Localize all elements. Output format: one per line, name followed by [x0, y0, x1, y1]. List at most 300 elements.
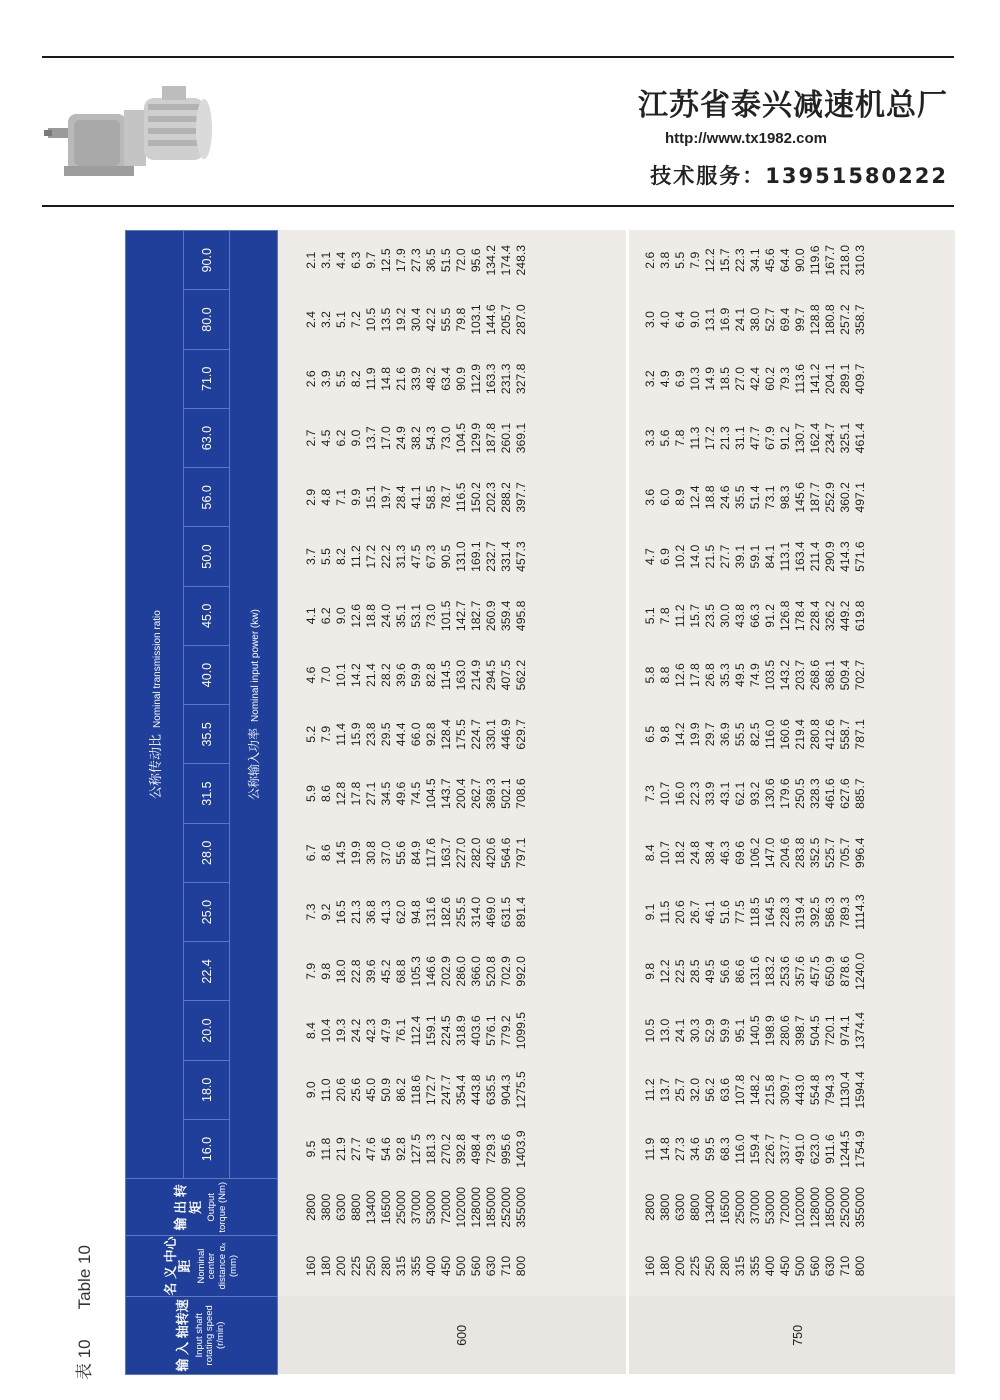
table-cell-value: 231.3	[499, 363, 513, 395]
table-cell-value: 8.2	[334, 548, 348, 566]
table-cell-value: 253.6	[777, 956, 792, 987]
table-cell-value: 11.9	[642, 1137, 657, 1161]
table-cell-value: 2.9	[304, 488, 318, 506]
table-cell-value: 325.1	[837, 422, 852, 454]
table-cell-value: 24.1	[732, 307, 747, 332]
table-cell-value: 6.9	[672, 370, 687, 388]
table-cell-value: 3.3	[642, 429, 657, 447]
table-cell-value: 15.7	[717, 248, 732, 273]
table-cell-value: 328.3	[807, 778, 822, 809]
ratio-header-cell: 63.0	[184, 408, 230, 467]
table-cell-value: 219.4	[792, 719, 807, 750]
table-cell-value: 103.1	[469, 304, 483, 335]
table-cell-value: 66.0	[409, 722, 423, 747]
table-cell-value: 86.6	[732, 959, 747, 984]
table-cell-value: 450	[777, 1255, 792, 1277]
table-cell-value: 202.3	[484, 482, 498, 513]
table-cell-value: 461.4	[852, 422, 867, 454]
table-cell-value: 54.3	[424, 426, 438, 450]
table-cell-value: 355000	[852, 1186, 867, 1228]
ratio-header-cell: 90.0	[184, 231, 230, 290]
table-cell-value: 5.5	[319, 548, 333, 566]
table-cell-value: 520.8	[484, 956, 498, 987]
gear-reducer-motor-photo	[44, 76, 214, 188]
table-cell-value: 17.9	[394, 248, 408, 273]
table-cell-value: 8800	[349, 1193, 363, 1221]
table-caption-cn: 表 10	[75, 1339, 94, 1380]
table-body	[278, 231, 956, 1375]
table-cell-value: 502.1	[499, 778, 513, 809]
table-cell-value: 1275.5	[514, 1071, 528, 1109]
table-cell-value: 72.0	[454, 248, 468, 273]
table-cell-value: 885.7	[852, 778, 867, 809]
table-cell-value: 21.4	[364, 663, 378, 687]
table-cell-value: 69.4	[777, 307, 792, 332]
table-cell-value: 3.8	[657, 251, 672, 269]
power-column	[278, 645, 628, 704]
ratio-header-cell: 35.5	[184, 705, 230, 764]
table-cell-value: 6.0	[657, 488, 672, 506]
table-cell-value: 800	[852, 1255, 867, 1277]
table-cell-value: 710	[499, 1255, 513, 1277]
table-cell-value: 49.5	[702, 959, 717, 984]
table-cell-value: 159.1	[424, 1015, 438, 1046]
table-cell-value: 500	[792, 1255, 807, 1277]
table-cell-value: 26.7	[687, 900, 702, 924]
ratio-header-cell: 80.0	[184, 290, 230, 349]
table-cell-value: 55.6	[394, 840, 408, 865]
table-cell-value: 7.9	[687, 251, 702, 269]
table-cell-value: 9.0	[687, 311, 702, 329]
table-cell-value: 400	[424, 1255, 438, 1277]
table-cell-value: 457.3	[514, 541, 528, 572]
table-cell-value: 21.3	[717, 426, 732, 450]
table-cell-value: 117.6	[424, 838, 438, 868]
table-cell-value: 131.6	[747, 956, 762, 987]
table-cell-value: 560	[469, 1255, 483, 1277]
table-cell-value: 7.9	[304, 962, 318, 980]
table-cell-value: 24.2	[349, 1018, 363, 1043]
table-cell-value: 280	[379, 1255, 393, 1277]
table-cell-value: 34.5	[379, 781, 393, 806]
table-cell-value: 141.2	[807, 363, 822, 395]
table-cell-value: 392.5	[807, 896, 822, 928]
table-cell-value: 794.3	[822, 1074, 837, 1106]
table-cell-value: 73.1	[762, 485, 777, 510]
table-cell-value: 51.4	[747, 485, 762, 510]
power-column	[278, 586, 628, 645]
table-cell-value: 47.7	[747, 426, 762, 450]
table-cell-value: 252000	[499, 1186, 513, 1228]
table-cell-value: 200	[334, 1255, 348, 1277]
power-column	[627, 1119, 955, 1178]
table-cell-value: 224.5	[439, 1015, 453, 1046]
power-column	[627, 586, 955, 645]
table-cell-value: 330.1	[484, 719, 498, 750]
table-cell-value: 20.6	[334, 1077, 348, 1102]
power-column	[278, 882, 628, 941]
table-cell-value: 102000	[454, 1186, 468, 1228]
power-column	[278, 468, 628, 527]
table-cell-value: 797.1	[514, 837, 528, 869]
table-cell-value: 101.5	[439, 600, 453, 632]
table-cell-value: 24.6	[717, 485, 732, 510]
table-cell-value: 6300	[672, 1193, 687, 1221]
table-cell-value: 163.3	[484, 363, 498, 395]
table-cell-value: 280	[717, 1255, 732, 1277]
power-column	[627, 468, 955, 527]
table-cell-value: 130.6	[762, 778, 777, 809]
table-cell-value: 131.0	[454, 541, 468, 572]
table-cell-value: 22.3	[687, 781, 702, 806]
table-cell-value: 11.2	[672, 604, 687, 628]
table-cell-value: 355	[409, 1255, 423, 1277]
table-cell-value: 22.5	[672, 959, 687, 984]
table-cell-value: 250	[364, 1255, 378, 1277]
table-cell-value: 554.8	[807, 1074, 822, 1106]
table-cell-value: 5.8	[642, 666, 657, 684]
table-cell-value: 1130.4	[837, 1071, 852, 1108]
table-cell-value: 705.7	[837, 837, 852, 869]
table-cell-value: 19.9	[349, 840, 363, 865]
table-cell-value: 911.6	[822, 1134, 837, 1164]
table-cell-value: 368.1	[822, 659, 837, 691]
table-cell-value: 118.5	[747, 897, 762, 927]
table-cell-value: 39.6	[394, 663, 408, 687]
table-cell-value: 318.9	[454, 1015, 468, 1046]
table-cell-value: 90.0	[792, 248, 807, 273]
table-cell-value: 6.4	[672, 311, 687, 329]
table-cell-value: 457.5	[807, 956, 822, 987]
table-cell-value: 248.3	[514, 244, 528, 276]
table-cell-value: 729.3	[484, 1133, 498, 1165]
table-cell-value: 77.5	[732, 900, 747, 924]
table-cell-value: 992.0	[514, 956, 528, 987]
table-cell-value: 635.5	[484, 1074, 498, 1106]
table-cell-value: 2.1	[304, 251, 318, 269]
table-cell-value: 290.9	[822, 541, 837, 572]
ratio-header-cell: 16.0	[184, 1119, 230, 1178]
table-cell-value: 27.7	[717, 544, 732, 569]
table-cell-value: 9.8	[657, 725, 672, 743]
table-cell-value: 104.5	[424, 778, 438, 809]
table-cell-value: 14.2	[349, 663, 363, 687]
table-cell-value: 8.8	[657, 666, 672, 684]
table-cell-value: 34.1	[747, 248, 762, 273]
table-cell-value: 9.0	[334, 607, 348, 625]
tech-service-phone: 技术服务：13951580222	[650, 164, 948, 188]
table-cell-value: 94.8	[409, 900, 423, 924]
table-cell-value: 280.6	[777, 1015, 792, 1046]
table-cell-value: 354.4	[454, 1074, 468, 1106]
table-cell-value: 127.5	[409, 1133, 423, 1165]
table-cell-value: 13.7	[657, 1077, 672, 1102]
table-cell-value: 6.2	[319, 607, 333, 625]
table-cell-value: 14.9	[702, 366, 717, 391]
output-torque-column	[278, 1179, 628, 1236]
table-cell-value: 31.1	[732, 426, 747, 450]
table-cell-value: 37.0	[379, 840, 393, 865]
table-cell-value: 288.2	[499, 482, 513, 513]
table-cell-value: 8.6	[319, 785, 333, 803]
table-cell-value: 38.2	[409, 426, 423, 450]
table-cell-value: 4.9	[657, 370, 672, 388]
table-cell-value: 11.2	[349, 545, 363, 568]
table-cell-value: 160	[642, 1255, 657, 1277]
table-cell-value: 491.0	[792, 1133, 807, 1165]
table-cell-value: 314.0	[469, 896, 483, 928]
table-cell-value: 15.1	[364, 485, 378, 510]
table-cell-value: 319.4	[792, 896, 807, 928]
table-cell-value: 63.6	[717, 1077, 732, 1102]
center-distance-column	[278, 1236, 628, 1296]
table-cell-value: 227.0	[454, 837, 468, 869]
table-cell-value: 3.1	[319, 251, 333, 269]
table-cell-value: 163.7	[439, 837, 453, 869]
table-cell-value: 205.7	[499, 304, 513, 335]
table-cell-value: 12.5	[379, 248, 393, 273]
table-cell-value: 11.8	[319, 1137, 333, 1161]
table-cell-value: 11.5	[657, 900, 672, 924]
table-cell-value: 650.9	[822, 956, 837, 987]
table-cell-value: 30.8	[364, 840, 378, 865]
table-cell-value: 3.2	[319, 311, 333, 329]
table-cell-value: 45.2	[379, 959, 393, 984]
table-cell-value: 204.6	[777, 837, 792, 869]
table-cell-value: 185000	[484, 1186, 498, 1228]
table-cell-value: 39.6	[364, 959, 378, 984]
table-cell-value: 134.2	[484, 244, 498, 276]
table-cell-value: 13.5	[379, 307, 393, 332]
ratio-header-cell: 50.0	[184, 527, 230, 586]
table-cell-value: 107.8	[732, 1074, 747, 1106]
table-cell-value: 204.1	[822, 363, 837, 395]
table-cell-value: 92.8	[424, 722, 438, 747]
table-cell-value: 140.5	[747, 1015, 762, 1046]
table-cell-value: 16500	[717, 1190, 732, 1225]
table-cell-value: 3.0	[642, 311, 657, 329]
table-cell-value: 51.5	[439, 248, 453, 273]
table-cell-value: 90.5	[439, 544, 453, 569]
table-cell-value: 2.6	[304, 370, 318, 388]
table-cell-value: 1374.4	[852, 1011, 867, 1050]
table-cell-value: 3.2	[642, 370, 657, 388]
table-cell-value: 509.4	[837, 659, 852, 691]
table-cell-value: 270.2	[439, 1133, 453, 1165]
table-cell-value: 3800	[657, 1193, 672, 1221]
table-cell-value: 175.5	[454, 719, 468, 750]
table-cell-value: 82.8	[424, 663, 438, 687]
table-cell-value: 631.5	[499, 896, 513, 928]
table-cell-value: 180	[319, 1255, 333, 1277]
ratio-header-cell: 18.0	[184, 1060, 230, 1119]
power-column	[278, 1060, 628, 1119]
table-cell-value: 398.7	[792, 1015, 807, 1046]
table-cell-value: 68.3	[717, 1137, 732, 1161]
table-cell-value: 407.5	[499, 659, 513, 691]
table-cell-value: 560	[807, 1255, 822, 1277]
table-cell-value: 112.4	[409, 1015, 423, 1046]
table-cell-value: 29.5	[379, 722, 393, 747]
table-cell-value: 142.7	[454, 600, 468, 632]
table-cell-value: 36.8	[364, 900, 378, 924]
table-cell-value: 9.0	[349, 429, 363, 447]
table-cell-value: 16.0	[672, 781, 687, 806]
table-cell-value: 25000	[394, 1190, 408, 1225]
table-cell-value: 55.5	[732, 722, 747, 747]
power-column	[627, 290, 955, 349]
power-column	[627, 942, 955, 1001]
table-cell-value: 720.1	[822, 1015, 837, 1046]
table-cell-value: 98.3	[777, 485, 792, 510]
header-nominal-input-power: 公称输入功率Nominal input power (kw)	[230, 231, 278, 1179]
table-cell-value: 211.4	[807, 541, 822, 572]
ratio-header-cell: 56.0	[184, 468, 230, 527]
input-speed-value: 600	[278, 1296, 628, 1374]
table-cell-value: 327.8	[514, 363, 528, 395]
table-cell-value: 25.7	[672, 1077, 687, 1102]
spec-sheet	[125, 230, 955, 1375]
power-column	[627, 1001, 955, 1060]
table-cell-value: 9.9	[349, 488, 363, 506]
company-url[interactable]: http://www.tx1982.com	[665, 130, 827, 147]
table-cell-value: 800	[514, 1255, 528, 1277]
table-cell-value: 7.9	[319, 725, 333, 743]
table-cell-value: 366.0	[469, 956, 483, 987]
ratio-header-cell: 25.0	[184, 882, 230, 941]
table-cell-value: 9.8	[642, 962, 657, 980]
table-cell-value: 33.9	[409, 366, 423, 391]
table-cell-value: 143.2	[777, 659, 792, 691]
table-cell-value: 326.2	[822, 600, 837, 632]
table-cell-value: 250	[702, 1255, 717, 1277]
table-cell-value: 106.2	[747, 837, 762, 869]
table-cell-value: 337.7	[777, 1133, 792, 1165]
table-cell-value: 62.1	[732, 781, 747, 806]
table-cell-value: 20.6	[672, 900, 687, 924]
table-cell-value: 13.1	[702, 307, 717, 332]
table-cell-value: 16.5	[334, 900, 348, 924]
table-cell-value: 4.1	[304, 607, 318, 625]
table-cell-value: 22.3	[732, 248, 747, 273]
power-column	[627, 408, 955, 467]
table-cell-value: 9.2	[319, 903, 333, 921]
table-cell-value: 179.6	[777, 778, 792, 809]
table-cell-value: 1403.9	[514, 1130, 528, 1168]
table-cell-value: 35.5	[732, 485, 747, 510]
table-cell-value: 392.8	[454, 1133, 468, 1165]
table-cell-value: 55.5	[439, 307, 453, 332]
header-rule-top	[42, 56, 954, 58]
table-cell-value: 252.9	[822, 482, 837, 513]
table-cell-value: 27.0	[732, 366, 747, 391]
table-cell-value: 143.7	[439, 778, 453, 809]
table-cell-value: 27.7	[349, 1137, 363, 1161]
table-cell-value: 3800	[319, 1193, 333, 1221]
table-cell-value: 68.8	[394, 959, 408, 984]
table-cell-value: 2.4	[304, 311, 318, 329]
table-cell-value: 586.3	[822, 896, 837, 928]
table-cell-value: 27.1	[364, 781, 378, 806]
table-cell-value: 69.6	[732, 840, 747, 865]
table-cell-value: 128000	[807, 1186, 822, 1228]
table-cell-value: 7.2	[349, 311, 363, 329]
table-cell-value: 93.2	[747, 781, 762, 806]
table-cell-value: 6.2	[334, 429, 348, 447]
table-cell-value: 59.1	[747, 544, 762, 569]
table-cell-value: 260.9	[484, 600, 498, 632]
table-cell-value: 163.4	[792, 541, 807, 572]
table-cell-value: 46.1	[702, 900, 717, 924]
table-cell-value: 7.8	[672, 429, 687, 447]
power-column	[627, 823, 955, 882]
table-cell-value: 225	[687, 1255, 702, 1277]
table-cell-value: 29.7	[702, 722, 717, 747]
table-cell-value: 38.4	[702, 840, 717, 865]
table-cell-value: 19.7	[379, 485, 393, 510]
table-cell-value: 504.5	[807, 1015, 822, 1046]
table-cell-value: 63.4	[439, 366, 453, 391]
table-cell-value: 443.0	[792, 1074, 807, 1106]
table-cell-value: 412.6	[822, 719, 837, 750]
table-cell-value: 3.7	[304, 548, 318, 566]
table-cell-value: 2800	[642, 1193, 657, 1221]
table-cell-value: 904.3	[499, 1074, 513, 1106]
table-cell-value: 56.6	[717, 959, 732, 984]
table-cell-value: 283.8	[792, 837, 807, 869]
table-cell-value: 34.6	[687, 1137, 702, 1161]
table-cell-value: 37000	[747, 1190, 762, 1225]
table-cell-value: 35.1	[394, 603, 408, 628]
table-cell-value: 17.2	[364, 544, 378, 569]
table-cell-value: 59.9	[409, 663, 423, 687]
table-cell-value: 630	[822, 1255, 837, 1277]
table-cell-value: 159.4	[747, 1133, 762, 1165]
table-cell-value: 36.5	[424, 248, 438, 273]
table-cell-value: 6.9	[657, 548, 672, 566]
table-cell-value: 461.6	[822, 778, 837, 809]
table-cell-value: 46.3	[717, 840, 732, 865]
table-cell-value: 73.0	[424, 603, 438, 628]
table-cell-value: 6.5	[642, 725, 657, 743]
table-cell-value: 27.3	[672, 1137, 687, 1161]
table-cell-value: 187.8	[484, 422, 498, 454]
table-cell-value: 187.7	[807, 482, 822, 513]
table-cell-value: 315	[394, 1255, 408, 1277]
table-cell-value: 787.1	[852, 719, 867, 750]
table-cell-value: 257.2	[837, 304, 852, 335]
table-cell-value: 8800	[687, 1193, 702, 1221]
table-cell-value: 182.7	[469, 600, 483, 632]
ratio-header-cell: 45.0	[184, 586, 230, 645]
table-cell-value: 90.9	[454, 366, 468, 391]
table-cell-value: 92.8	[394, 1137, 408, 1161]
table-cell-value: 10.2	[672, 544, 687, 569]
table-cell-value: 9.1	[642, 903, 657, 921]
table-cell-value: 118.6	[409, 1075, 423, 1105]
table-cell-value: 31.3	[394, 544, 408, 569]
table-cell-value: 397.7	[514, 482, 528, 513]
table-cell-value: 12.8	[334, 781, 348, 806]
center-distance-column	[627, 1236, 955, 1296]
table-cell-value: 5.9	[304, 785, 318, 803]
table-cell-value: 162.4	[807, 422, 822, 454]
table-cell-value: 702.9	[499, 956, 513, 987]
table-cell-value: 116.0	[762, 719, 777, 750]
table-cell-value: 178.4	[792, 600, 807, 632]
table-cell-value: 446.9	[499, 719, 513, 750]
ratio-header-cell: 71.0	[184, 349, 230, 408]
